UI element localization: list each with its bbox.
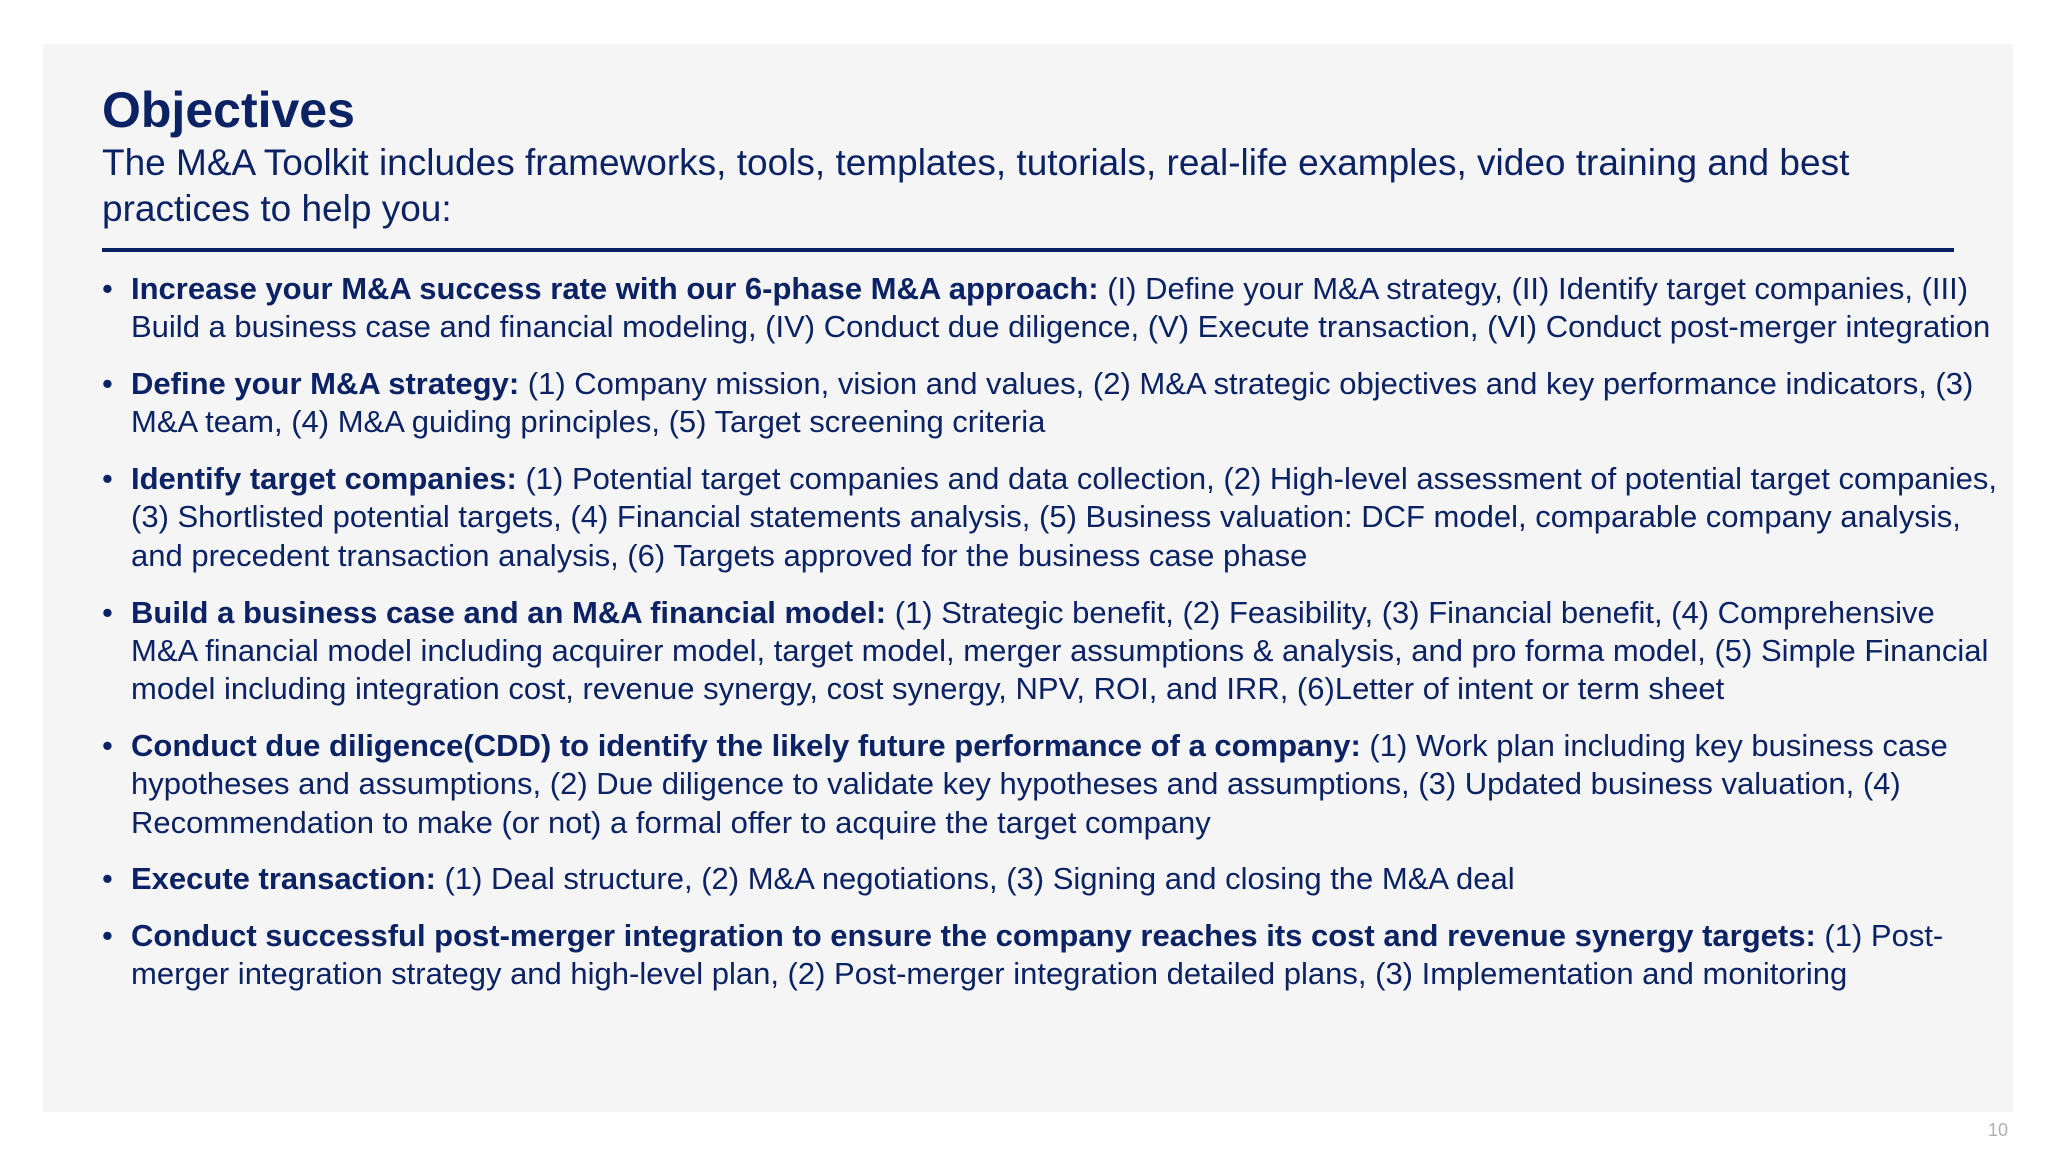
bullet-icon: • (102, 271, 113, 306)
objectives-list (102, 270, 2002, 1012)
objective-item-integration (102, 917, 2002, 994)
objective-text: (1) Work plan including key business case hypotheses and assumptions, (2) Due diligence to validate key hypotheses and assumptions, (3) Updated business valuation, (4) Recommendation to make (or not) a formal offer to acquire the target company (131, 727, 1948, 840)
objective-lead: Identify target companies: (131, 461, 526, 497)
slide-subtitle: The M&A Toolkit includes frameworks, tools, templates, tutorials, real-life examples, video training and best practices to help you: (102, 142, 1850, 229)
slide-panel (43, 44, 2013, 1112)
bullet-icon: • (102, 727, 113, 763)
bullet-icon: • (102, 861, 113, 897)
objective-text: (I) Define your M&A strategy, (II) Identify target companies, (III) Build a business case and financial modeling, (IV) Conduct due diligence, (V) Execute transaction, (VI) Conduct post-merger integration (131, 271, 1991, 345)
slide-title: Objectives (102, 82, 355, 138)
objective-item-approach (102, 270, 2002, 347)
bullet-icon: • (102, 918, 113, 954)
objective-lead: Build a business case and an M&A financial model: (131, 594, 895, 630)
objective-text: (1) Deal structure, (2) M&A negotiations, (3) Signing and closing the M&A deal (444, 861, 1515, 897)
objective-text: (1) Post-merger integration strategy and high-level plan, (2) Post-merger integration detailed plans, (3) Implementation and monitoring (131, 918, 1944, 992)
objective-item-strategy (102, 365, 2002, 442)
objective-item-business-case (102, 594, 2002, 709)
bullet-icon: • (102, 366, 113, 402)
bullet-icon: • (102, 461, 113, 497)
bullet-icon: • (102, 594, 113, 630)
objective-item-due-diligence (102, 727, 2002, 842)
objective-item-targets (102, 460, 2002, 575)
objective-lead: Execute transaction: (131, 861, 445, 897)
objective-lead: Define your M&A strategy: (131, 366, 528, 402)
page-number: 10 (1988, 1120, 2009, 1140)
objective-lead: Conduct successful post-merger integration to ensure the company reaches its cost and revenue synergy targets: (131, 918, 1825, 954)
objective-text: (1) Strategic benefit, (2) Feasibility, (3) Financial benefit, (4) Comprehensive M&A financial model including acquirer model, target model, merger assumptions & analysis, and pro forma model, (5) Simple Financial model including integration cost, revenue synergy, cost synergy, NPV, ROI, and IRR, (6)Letter of intent or term sheet (131, 594, 1989, 707)
objective-lead: Increase your M&A success rate with our 6-phase M&A approach: (131, 271, 1108, 306)
objective-text: (1) Company mission, vision and values, (2) M&A strategic objectives and key performance indicators, (3) M&A team, (4) M&A guiding principles, (5) Target screening criteria (131, 366, 1974, 440)
title-divider (102, 248, 1954, 252)
objective-text: (1) Potential target companies and data collection, (2) High-level assessment of potential target companies, (3) Shortlisted potential targets, (4) Financial statements analysis, (5) Business valuation: DCF model, comparable company analysis, and precedent transaction analysis, (6) Targets approved for the business case phase (131, 461, 1998, 573)
objective-lead: Conduct due diligence(CDD) to identify the likely future performance of a company: (131, 727, 1370, 763)
objective-item-transaction (102, 860, 2002, 898)
